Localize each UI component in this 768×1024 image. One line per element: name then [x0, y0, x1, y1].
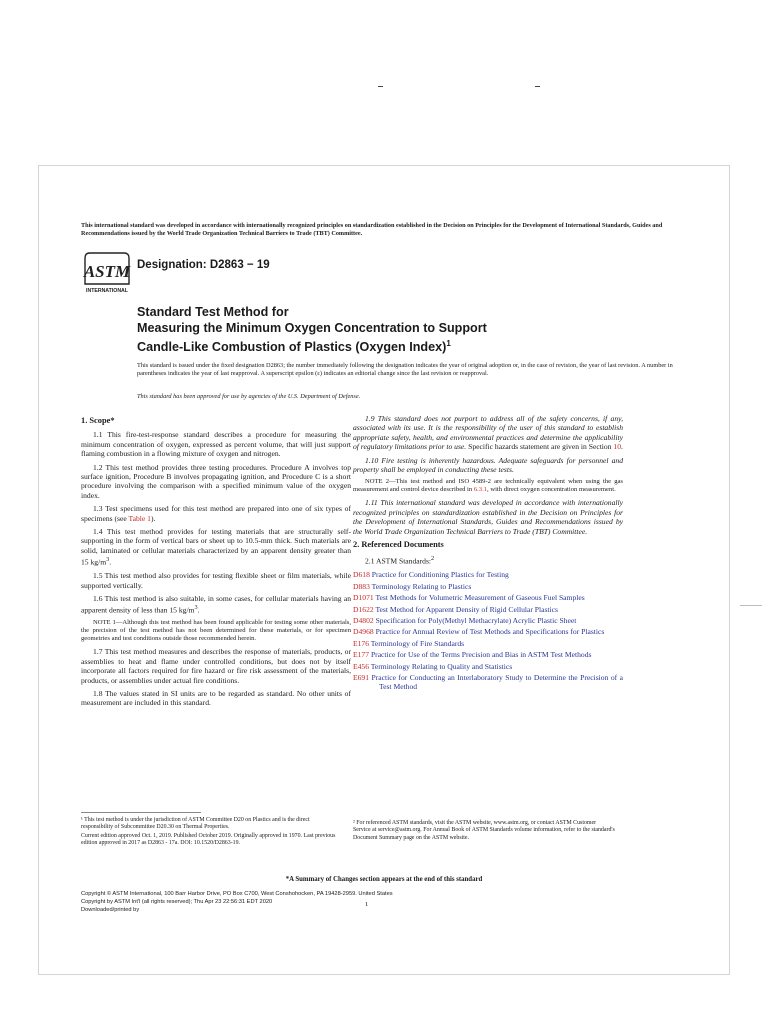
reference-code[interactable]: D883 — [353, 581, 370, 591]
astm-logo-icon — [81, 250, 133, 298]
reference-item[interactable] — [353, 616, 623, 625]
reference-title[interactable]: Terminology Relating to Quality and Statistics — [370, 661, 513, 671]
reference-code[interactable]: E176 — [353, 638, 370, 648]
para-1-4: 1.4 This test method provides for testing materials that are structurally self-supporting in the form of vertical bars or sheet up to 10.5-mm thick. Such materials are solid, laminated or cellular materials characterized by an apparent density greater than 15 $kg/m^3$. — [81, 527, 351, 567]
reference-code[interactable]: E691 — [353, 673, 370, 683]
copyright-line-2: Copyright by ASTM Int'l (all rights reserved); Thu Apr 23 22:56:31 EDT 2020 — [81, 899, 273, 905]
reference-title[interactable]: Test Methods for Volumetric Measurement of Gaseous Fuel Samples — [375, 593, 585, 603]
copyright-line: Copyright © ASTM International, 100 Barr Harbor Drive, PO Box C700, West Conshohocken, PA 19428-2959. United States — [81, 891, 393, 897]
para-1-1: 1.1 This fire-test-response standard describes a procedure for measuring the minimum concentration of oxygen, expressed as percent volume, that will just support flaming combustion in a flowing mixture of oxygen and nitrogen. — [81, 430, 351, 459]
summary-of-changes-note: *A Summary of Changes section appears at the end of this standard — [285, 876, 483, 883]
reference-title[interactable]: Practice for Use of the Terms Precision and Bias in ASTM Test Methods — [370, 650, 592, 660]
reference-list — [353, 570, 623, 691]
reference-title[interactable]: Terminology Relating to Plastics — [371, 581, 472, 591]
para-1-5: 1.5 This test method also provides for testing flexible sheet or film materials, while supported vertically. — [81, 571, 351, 590]
scan-mark-right — [535, 86, 540, 87]
note-2: NOTE 2—This test method and ISO 4589-2 are technically equivalent when using the gas measurement and control device described in 6.3.1, with direct oxygen concentration measurement. — [353, 478, 623, 494]
table-1-link[interactable]: Table 1 — [128, 513, 151, 523]
reference-title[interactable]: Terminology of Fire Standards — [370, 638, 465, 648]
reference-code[interactable]: D618 — [353, 570, 370, 580]
logo-text: ASTM — [83, 262, 131, 281]
para-1-11: 1.11 This international standard was developed in accordance with internationally recognized principles on standardization established in the Decision on Principles for the Development of International Standards, Guides and Recommendations issued by the World Trade Organization Technical Barriers to Trade (TBT) Committee. — [353, 498, 623, 536]
para-1-8: 1.8 The values stated in SI units are to be regarded as standard. No other units of measurement are included in this standard. — [81, 689, 351, 708]
para-1-2: 1.2 This test method provides three testing procedures. Procedure A involves top surface ignition, Procedure B involves propagating ignition, and Procedure C is a short procedure involving the comparison with a specified minimum value of the oxygen index. — [81, 462, 351, 500]
note-1: NOTE 1—Although this test method has been found applicable for testing some other materials, the precision of the test method has not been determined for these materials, or for specimen geometries and test conditions outside those recommended herein. — [81, 619, 351, 643]
para-1-3: 1.3 Test specimens used for this test method are prepared into one of six types of specimens (see Table 1). — [81, 504, 351, 523]
reference-code[interactable]: E456 — [353, 661, 370, 671]
reference-code[interactable]: D1622 — [353, 604, 374, 614]
para-1-9: 1.9 This standard does not purport to address all of the safety concerns, if any, associated with its use. It is the responsibility of the user of this standard to establish appropriate safety, health, and environmental practices and determine the applicability of regulatory limitations prior to use. Specific hazards statement are given in Section 10. — [353, 414, 623, 452]
footnote-2: ² For referenced ASTM standards, visit the ASTM website, www.astm.org, or contact ASTM Customer Service at service@astm.org. For Annual Book of ASTM Standards volume information, refer to the standard's Document Summary page on the ASTM website. — [353, 820, 615, 841]
reference-code[interactable]: D4968 — [353, 627, 374, 637]
scope-heading: 1. Scope* — [81, 416, 115, 425]
reference-code[interactable]: D4802 — [353, 616, 374, 626]
scan-mark-left — [378, 86, 383, 87]
document-page — [38, 165, 730, 975]
right-column — [353, 414, 623, 694]
document-title — [137, 304, 697, 355]
reference-title[interactable]: Specification for Poly(Methyl Methacrylate) Acrylic Plastic Sheet — [375, 616, 577, 626]
title-line-1: Standard Test Method for — [137, 305, 289, 319]
downloaded-line: Downloaded/printed by — [81, 907, 140, 913]
reference-item[interactable] — [353, 650, 623, 659]
dod-approval: This standard has been approved for use by agencies of the U.S. Department of Defense. — [137, 393, 361, 400]
reference-item[interactable] — [353, 570, 623, 579]
reference-item[interactable] — [353, 582, 623, 591]
reference-item[interactable] — [353, 605, 623, 614]
reference-item[interactable] — [353, 639, 623, 648]
page-number: 1 — [365, 901, 369, 908]
issue-statement: This standard is issued under the fixed designation D2863; the number immediately following the designation indicates the year of original adoption or, in the case of revision, the year of last revision. A number in parentheses indicates the year of last reapproval. A superscript epsilon (ε) indicates an editorial change since the last revision or reapproval. — [137, 362, 673, 378]
astm-standards-label: 2.1 ASTM Standards:$^2$ — [365, 555, 435, 566]
section-6-3-1-link[interactable]: 6.3.1 — [473, 486, 488, 494]
standards-notice: This international standard was developed in accordance with internationally recognized principles on standardization established in the Decision on Principles for the Development of International Standards, Guides and Recommendations issued by the World Trade Organization Technical Barriers to Trade (TBT) Committee. — [81, 222, 663, 237]
section-10-link[interactable]: 10 — [613, 442, 621, 452]
reference-title[interactable]: Practice for Annual Review of Test Methods and Specifications for Plastics — [375, 627, 605, 637]
copyright-block — [81, 890, 701, 914]
scan-mark-side — [740, 605, 762, 606]
footnote-1-jurisdiction: ¹ This test method is under the jurisdiction of ASTM Committee D20 on Plastics and is the direct responsibility of Subcommittee D20.30 on Thermal Properties. — [81, 817, 310, 831]
para-1-6: 1.6 This test method is also suitable, in some cases, for cellular materials having an apparent density of less than 15 $kg/m^3$. — [81, 594, 351, 615]
referenced-documents-heading: 2. Referenced Documents — [353, 540, 444, 550]
title-line-2: Measuring the Minimum Oxygen Concentration to Support — [137, 321, 487, 335]
footnote-1-edition: Current edition approved Oct. 1, 2019. Published October 2019. Originally approved in 1970. Last previous edition approved in 2017 as D2863 - 17a. DOI: 10.1520/D2863-19. — [81, 832, 336, 847]
reference-title[interactable]: Test Method for Apparent Density of Rigid Cellular Plastics — [375, 604, 558, 614]
reference-item[interactable] — [353, 627, 623, 636]
reference-item[interactable] — [353, 662, 623, 671]
logo-subtext: INTERNATIONAL — [86, 288, 128, 294]
footnote-1 — [81, 812, 336, 849]
reference-code[interactable]: D1071 — [353, 593, 374, 603]
reference-item[interactable] — [353, 593, 623, 602]
reference-title[interactable]: Practice for Conducting an Interlaboratory Study to Determine the Precision of a Test Method — [371, 673, 623, 692]
left-column — [81, 414, 351, 712]
title-line-3: Candle-Like Combustion of Plastics (Oxygen Index)$^1$ — [137, 339, 451, 355]
para-1-7: 1.7 This test method measures and describes the response of materials, products, or assemblies to heat and flame under controlled conditions, but does not by itself incorporate all factors required for fire hazard or fire risk assessment of the materials, products, or assemblies under actual fire conditions. — [81, 647, 351, 685]
reference-code[interactable]: E177 — [353, 650, 370, 660]
designation: Designation: D2863 − 19 — [137, 259, 270, 271]
reference-title[interactable]: Practice for Conditioning Plastics for Testing — [371, 570, 509, 580]
reference-item[interactable] — [353, 673, 623, 692]
para-1-10: 1.10 Fire testing is inherently hazardous. Adequate safeguards for personnel and property shall be employed in conducting these tests. — [353, 455, 623, 475]
